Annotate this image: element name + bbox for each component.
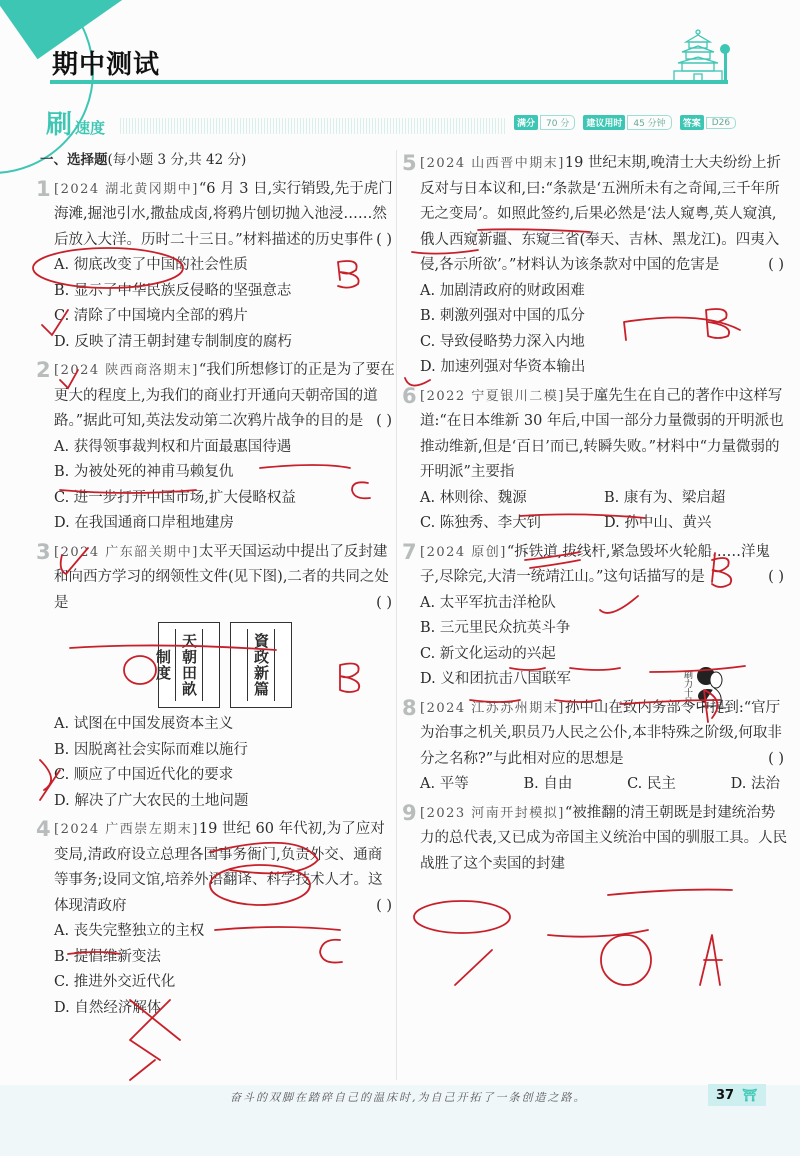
question-stem: 太平天国运动中提出了反封建和向西方学习的纲领性文件(见下图),二者的共同之处是 xyxy=(54,543,389,611)
question-source: [2023 河南开封模拟] xyxy=(420,805,565,821)
subhead-small: 速度 xyxy=(75,119,106,137)
option-b: B. 因脱离社会实际而难以施行 xyxy=(54,741,248,758)
meta-answer-page xyxy=(680,115,736,130)
right-column xyxy=(402,148,788,877)
meta-suggested-time xyxy=(583,115,671,130)
answer-blank: ( ) xyxy=(768,750,784,767)
option-b: B. 自由 xyxy=(523,776,573,792)
answer-blank: ( ) xyxy=(376,594,392,611)
question-number: 9 xyxy=(402,800,417,825)
page-title: 期中测试 xyxy=(52,50,161,80)
question-5 xyxy=(402,151,788,381)
option-a: A. 平等 xyxy=(420,776,469,792)
question-9 xyxy=(402,801,788,878)
option-a: A. 太平军抗击洋枪队 xyxy=(420,594,556,611)
option-c: C. 导致侵略势力深入内地 xyxy=(420,333,585,350)
option-c: C. 新文化运动的兴起 xyxy=(420,645,556,662)
question-source: [2024 原创] xyxy=(420,544,507,560)
question-1 xyxy=(36,177,396,356)
title-rule xyxy=(50,80,728,84)
options-row xyxy=(420,511,788,537)
option-a: A. 加剧清政府的财政困难 xyxy=(420,282,585,299)
option-c: C. 陈独秀、李大钊 xyxy=(420,515,542,531)
question-stem: “拆铁道,拔线杆,紧急毁坏火轮船……洋鬼子,尽除完,大清一统靖江山。”这句话描写的是 xyxy=(420,543,771,585)
column-divider xyxy=(396,150,397,1080)
question-8 xyxy=(402,696,788,798)
option-c: C. 民主 xyxy=(627,776,676,792)
section-title xyxy=(40,148,396,174)
option-c: C. 清除了中国境内全部的鸦片 xyxy=(54,308,248,324)
question-source: [2024 山西晋中期末] xyxy=(420,156,565,171)
option-b: B. 康有为、梁启超 xyxy=(604,489,726,506)
question-stem: 19 世纪 60 年代初,为了应对变局,清政府设立总理各国事务衙门,负责外交、通商等事务;设同文馆,培养外语翻译、科学技术人才。这体现清政府 xyxy=(54,821,385,914)
question-2 xyxy=(36,358,396,537)
page-number-text: 37 xyxy=(716,1087,735,1103)
answer-blank: ( ) xyxy=(376,897,392,914)
question-number: 6 xyxy=(402,383,417,408)
meta-value: 70 分 xyxy=(540,115,575,130)
title-rule-end xyxy=(724,50,727,84)
question-number: 3 xyxy=(36,539,51,564)
figure-title: 資政新篇 xyxy=(247,629,275,701)
question-stem: “6 月 3 日,实行销毁,先于虎门海滩,掘池引水,撒盐成卤,将鸦片刨切抛入池浸……然后放入大洋。历时二十三日。”材料描述的历史事件 xyxy=(54,180,393,248)
option-d: D. 法治 xyxy=(730,776,780,792)
option-d: D. 义和团抗击八国联军 xyxy=(420,671,571,687)
question-stem: 吴于廑先生在自己的著作中这样写道:“在日本维新 30 年后,中国一部分力量微弱的开明派也推动维新,但是‘百日’而已,转瞬失败。”材料中“力量微弱的开明派”主要指 xyxy=(420,387,784,480)
section-note: (每小题 3 分,共 42 分) xyxy=(107,152,247,168)
question-6 xyxy=(402,384,788,537)
meta-full-score xyxy=(514,115,575,130)
question-stem: 19 世纪末期,晚清士大夫纷纷上折反对与日本议和,曰:“条款是‘五洲所未有之奇闻,三千年所无之变局’。如照此签约,后果必然是‘法人窥粤,英人窥滇,俄人西窥新疆、东窥三省(奉天、吉林、黑龙江)。四夷入侵,各示所欲’。”材料认为该条款对中国的危害是 xyxy=(420,155,782,273)
options-row xyxy=(420,486,788,512)
subhead-stripes xyxy=(120,118,505,134)
question-number: 5 xyxy=(402,151,417,175)
question-number: 2 xyxy=(36,358,51,382)
question-number: 4 xyxy=(36,817,51,841)
question-source: [2024 广西崇左期末] xyxy=(54,822,199,837)
option-d: D. 反映了清王朝封建专制制度的腐朽 xyxy=(54,333,292,350)
question-stem: 孙中山在致内务部令中提到:“官厅为治事之机关,职员乃人民之公仆,本非特殊之阶级,何取非分之名称?”与此相对应的思想是 xyxy=(420,699,782,767)
option-d: D. 加速列强对华资本输出 xyxy=(420,359,586,375)
option-c: C. 推进外交近代化 xyxy=(54,974,176,990)
figure-title: 天朝田畝制度 xyxy=(175,629,203,701)
options-row xyxy=(420,772,788,798)
meta-label: 满分 xyxy=(514,115,538,130)
question-number: 7 xyxy=(402,539,417,564)
question-source: [2024 江苏苏州期末] xyxy=(420,700,565,716)
option-a: A. 获得领事裁判权和片面最惠国待遇 xyxy=(54,438,292,455)
question-source: [2024 广东韶关期中] xyxy=(54,544,199,560)
meta-label: 建议用时 xyxy=(583,115,625,130)
option-b: B. 为被处死的神甫马赖复仇 xyxy=(54,464,234,480)
figure-tianchao xyxy=(154,622,220,708)
option-c: C. 顺应了中国近代化的要求 xyxy=(54,767,234,783)
mascot-text: 刷力十足 xyxy=(682,669,692,706)
option-d: D. 自然经济解体 xyxy=(54,999,162,1016)
question-number: 8 xyxy=(402,695,417,720)
question-number: 1 xyxy=(36,176,51,201)
question-source: [2024 湖北黄冈期中] xyxy=(54,181,199,197)
option-d: D. 在我国通商口岸租地建房 xyxy=(54,515,234,531)
option-b: B. 显示了中华民族反侵略的坚强意志 xyxy=(54,282,292,299)
meta-value: D26 xyxy=(706,117,736,129)
temple-icon xyxy=(672,28,724,84)
subhead-big: 刷 xyxy=(46,110,73,140)
option-b: B. 提倡维新变法 xyxy=(54,948,161,965)
question-stem: “被推翻的清王朝既是封建统治势力的总代表,又已成为帝国主义统治中国的驯服工具。人民战胜了这个卖国的封建 xyxy=(420,804,788,872)
answer-blank: ( ) xyxy=(768,257,784,273)
section-title-text: 一、选择题 xyxy=(40,152,108,168)
question-stem: “我们所想修订的正是为了要在更大的程度上,为我们的商业打开通向天朝帝国的道路。”据此可知,英法发动第二次鸦片战争的目的是 xyxy=(54,362,395,429)
section-badge xyxy=(46,112,105,138)
question-source: [2022 宁夏银川二模] xyxy=(420,388,565,404)
answer-blank: ( ) xyxy=(376,231,392,248)
option-b: B. 刺激列强对中国的瓜分 xyxy=(420,308,585,324)
meta-value: 45 分钟 xyxy=(627,115,671,130)
answer-blank: ( ) xyxy=(768,569,784,585)
meta-label: 答案 xyxy=(680,115,704,130)
option-d: D. 解决了广大农民的土地问题 xyxy=(54,792,249,809)
question-7 xyxy=(402,539,788,706)
question-3 xyxy=(36,540,396,815)
option-c: C. 进一步打开中国市场,扩大侵略权益 xyxy=(54,489,296,506)
option-a: A. 彻底改变了中国的社会性质 xyxy=(54,257,248,273)
option-a: A. 试图在中国发展资本主义 xyxy=(54,716,234,732)
option-b: B. 三元里民众抗英斗争 xyxy=(420,620,571,636)
option-d: D. 孙中山、黄兴 xyxy=(604,515,712,531)
option-a: A. 林则徐、魏源 xyxy=(420,489,527,506)
question-source: [2024 陕西商洛期末] xyxy=(54,363,199,378)
page-number xyxy=(708,1084,766,1106)
left-column xyxy=(36,148,396,1021)
footer-motto: 奋斗的双脚在踏碎自己的温床时,为自己开拓了一条创造之路。 xyxy=(230,1091,587,1104)
question-4 xyxy=(36,817,396,1021)
meta-info xyxy=(514,115,736,130)
figure-zizheng xyxy=(230,622,292,708)
option-a: A. 丧失完整独立的主权 xyxy=(54,923,205,939)
answer-blank: ( ) xyxy=(376,413,392,429)
document-figures xyxy=(54,622,396,708)
gate-icon: ⛩ xyxy=(742,1088,758,1102)
